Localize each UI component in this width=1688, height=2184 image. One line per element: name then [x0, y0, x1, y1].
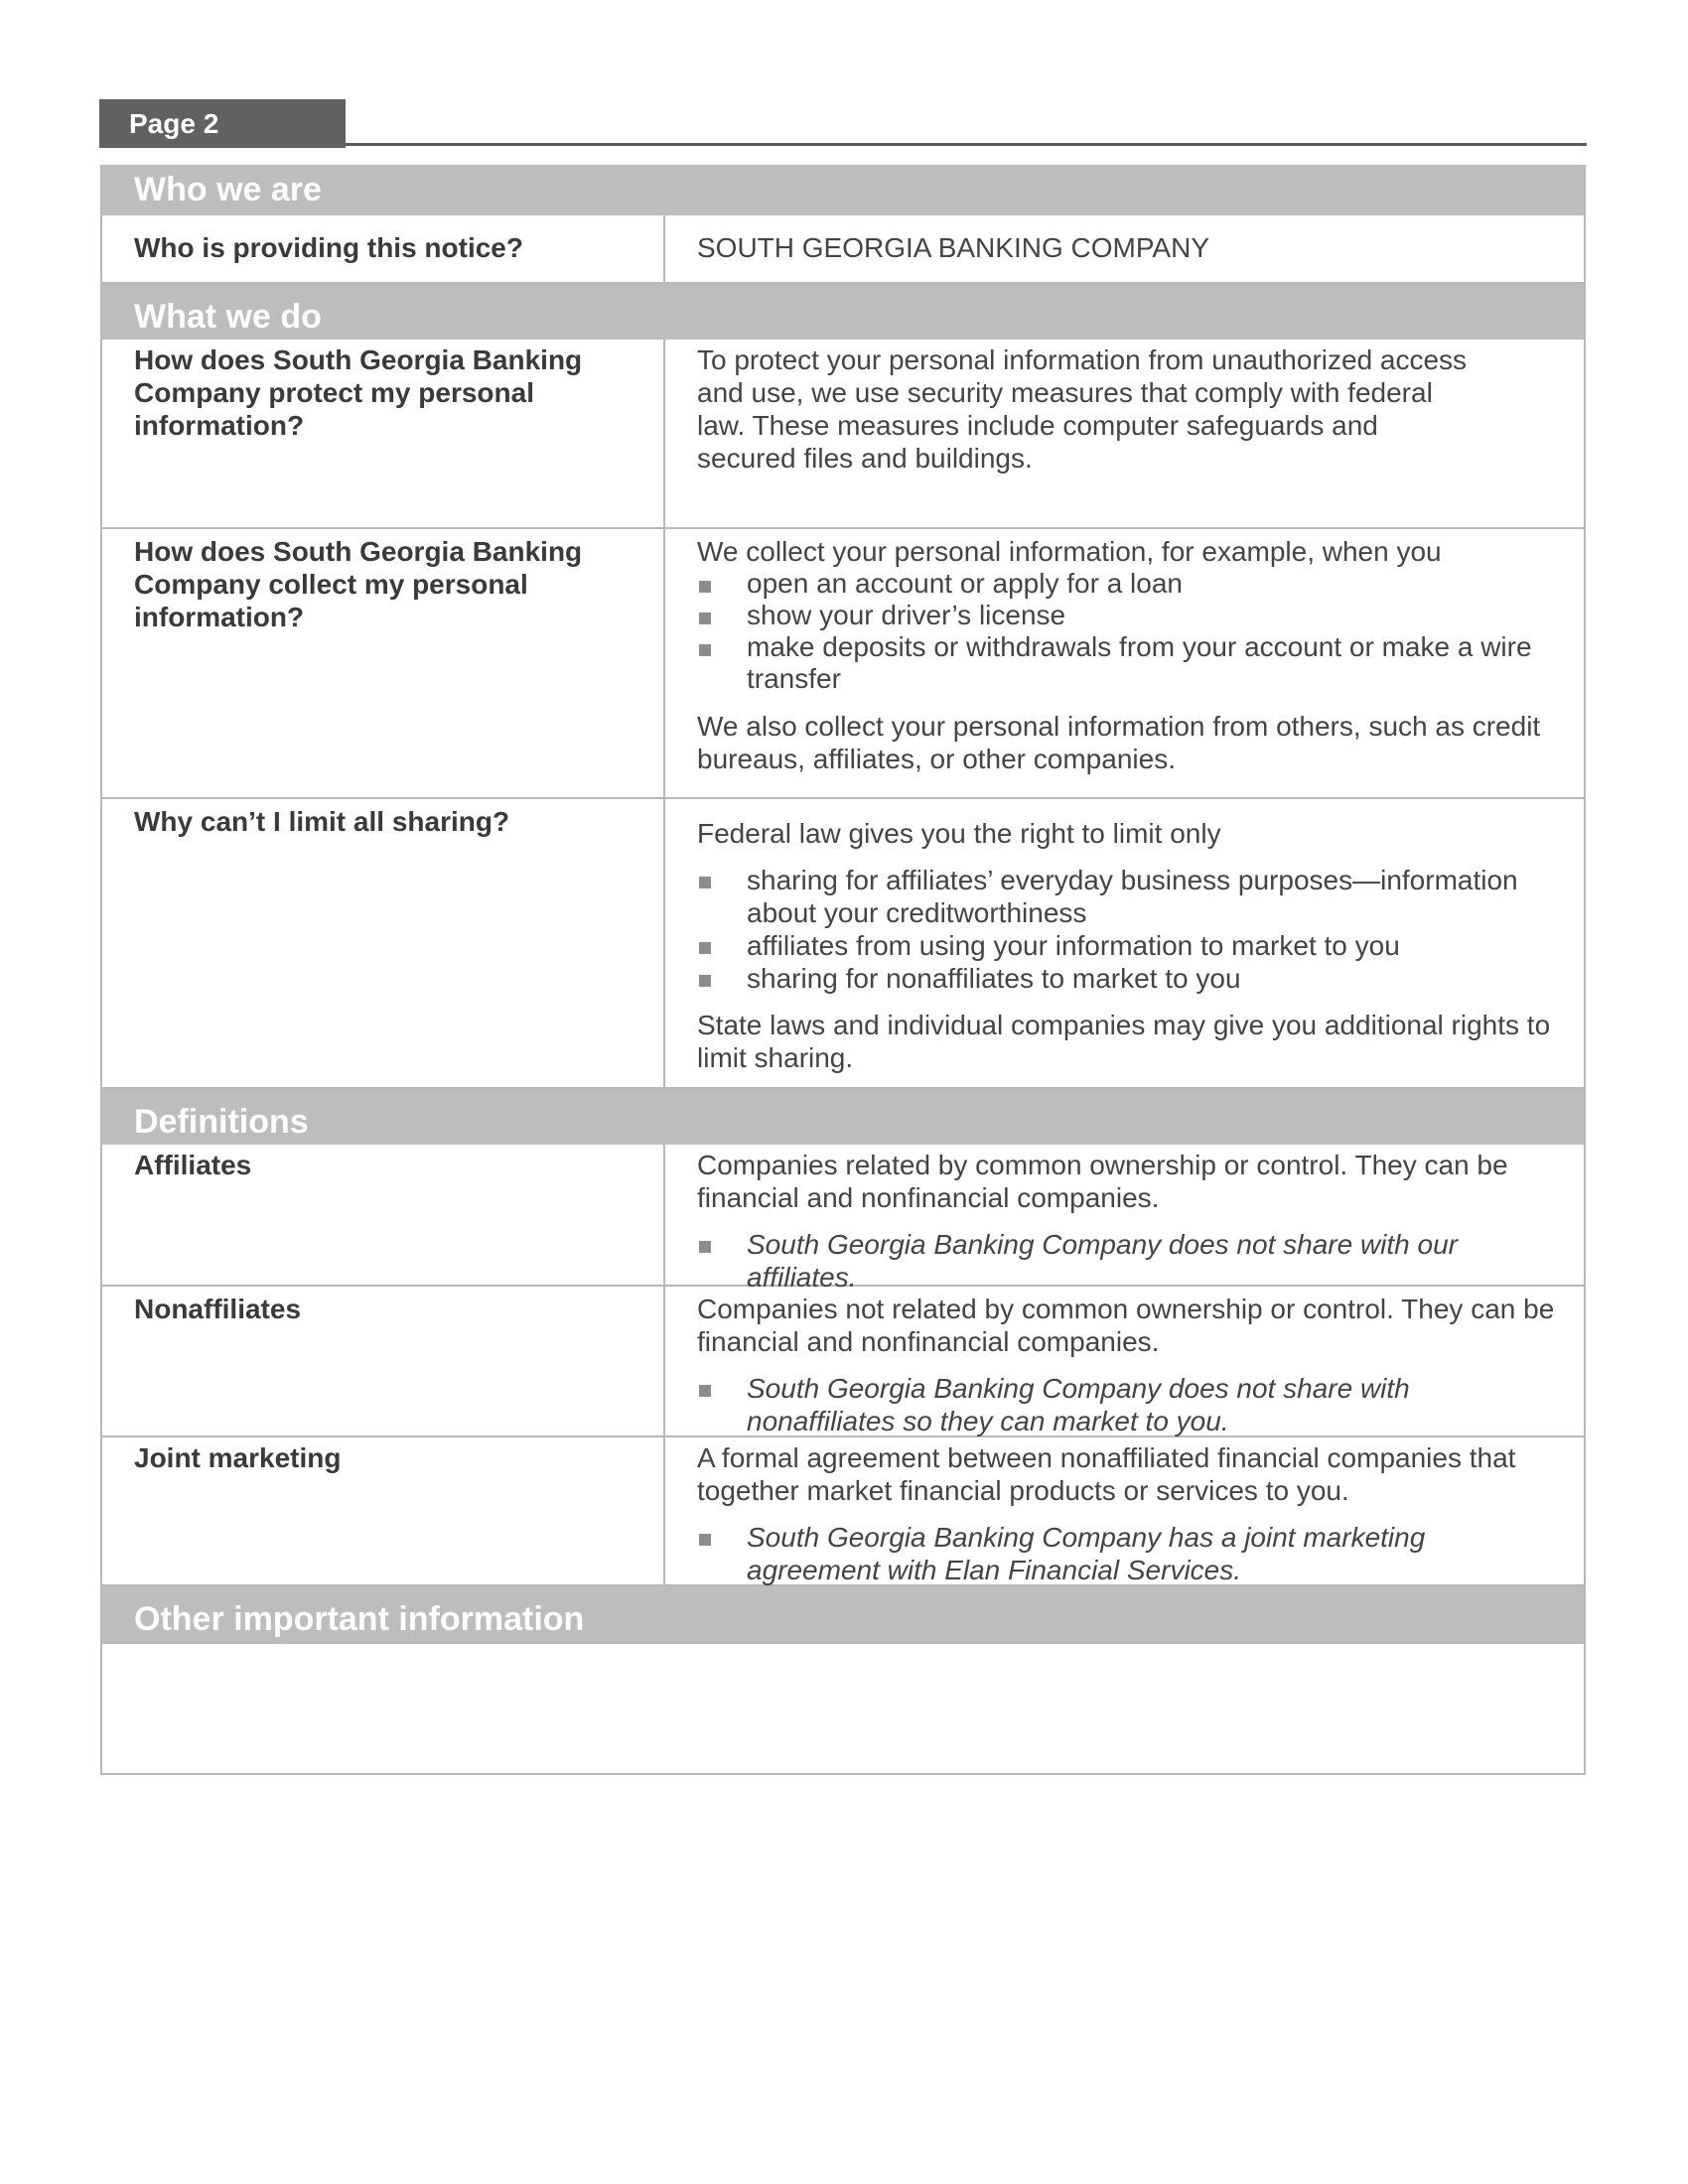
question-protect: How does South Georgia Banking Company protect my personal information?: [102, 340, 665, 527]
row-protect: [102, 340, 1584, 527]
bullet-square-icon: [699, 975, 711, 987]
list-item: sharing for nonaffiliates to market to you: [697, 962, 1564, 995]
page-label: Page 2: [99, 99, 346, 148]
definition-joint-marketing: [665, 1437, 1584, 1584]
answer-who-providing: SOUTH GEORGIA BANKING COMPANY: [697, 232, 1210, 263]
section-heading-who-we-are: Who we are: [102, 165, 1584, 215]
affiliates-definition-text: Companies related by common ownership or control. They can be financial and nonfinancial companies.: [697, 1150, 1508, 1213]
collect-list: [697, 568, 1564, 695]
affiliates-note-list: [697, 1228, 1572, 1294]
privacy-notice-table: [100, 165, 1586, 1775]
term-affiliates: Affiliates: [102, 1145, 665, 1285]
term-joint-marketing: Joint marketing: [102, 1437, 665, 1584]
answer-protect: To protect your personal information from unauthorized access and use, we use security measures that comply with federal law. These measures include computer safeguards and secured files and buildings.: [697, 344, 1468, 474]
list-item: South Georgia Banking Company does not share with nonaffiliates so they can market to you.: [697, 1372, 1564, 1437]
limit-list: [697, 864, 1564, 995]
bullet-square-icon: [699, 877, 711, 888]
bullet-square-icon: [699, 1385, 711, 1397]
answer-collect: [665, 529, 1584, 797]
row-joint-marketing: [102, 1435, 1584, 1584]
header-rule: [346, 143, 1587, 146]
nonaffiliates-definition-text: Companies not related by common ownership or control. They can be financial and nonfinancial companies.: [697, 1294, 1555, 1357]
joint-marketing-note-list: [697, 1521, 1564, 1586]
list-item: sharing for affiliates’ everyday business purposes—information about your creditworthiness: [697, 864, 1564, 929]
bullet-square-icon: [699, 1534, 711, 1546]
bullet-square-icon: [699, 644, 711, 656]
collect-outro: We also collect your personal information from others, such as credit bureaus, affiliates, or other companies.: [697, 711, 1541, 774]
question-who-providing: Who is providing this notice?: [102, 215, 665, 282]
list-item: open an account or apply for a loan: [697, 568, 1564, 600]
row-limit-sharing: [102, 797, 1584, 1087]
question-limit-sharing: Why can’t I limit all sharing?: [102, 799, 665, 1087]
list-item: South Georgia Banking Company does not share with our affiliates.: [697, 1228, 1572, 1294]
bullet-square-icon: [699, 581, 711, 593]
list-item: South Georgia Banking Company has a joint marketing agreement with Elan Financial Services.: [697, 1521, 1564, 1586]
bullet-square-icon: [699, 613, 711, 624]
row-nonaffiliates: [102, 1285, 1584, 1435]
joint-marketing-definition-text: A formal agreement between nonaffiliated financial companies that together market financial products or services to you.: [697, 1442, 1516, 1506]
definition-nonaffiliates: [665, 1287, 1584, 1435]
collect-intro: We collect your personal information, for example, when you: [697, 536, 1442, 567]
list-item: show your driver’s license: [697, 600, 1564, 631]
other-information-body: [102, 1642, 1584, 1773]
definition-affiliates: [665, 1145, 1584, 1293]
nonaffiliates-note-list: [697, 1372, 1564, 1437]
question-collect: How does South Georgia Banking Company collect my personal information?: [102, 529, 665, 797]
row-who-providing: [102, 215, 1584, 282]
list-item: affiliates from using your information to market to you: [697, 929, 1564, 962]
answer-limit-sharing: [665, 799, 1584, 1087]
row-collect: [102, 527, 1584, 797]
term-nonaffiliates: Nonaffiliates: [102, 1287, 665, 1435]
limit-intro: Federal law gives you the right to limit only: [697, 818, 1221, 849]
row-affiliates: [102, 1145, 1584, 1293]
bullet-square-icon: [699, 942, 711, 954]
limit-outro: State laws and individual companies may give you additional rights to limit sharing.: [697, 1010, 1551, 1073]
section-heading-definitions: Definitions: [102, 1087, 1584, 1145]
list-item: make deposits or withdrawals from your account or make a wire transfer: [697, 631, 1564, 695]
bullet-square-icon: [699, 1241, 711, 1253]
section-heading-other-information: Other important information: [102, 1584, 1584, 1642]
section-heading-what-we-do: What we do: [102, 282, 1584, 340]
